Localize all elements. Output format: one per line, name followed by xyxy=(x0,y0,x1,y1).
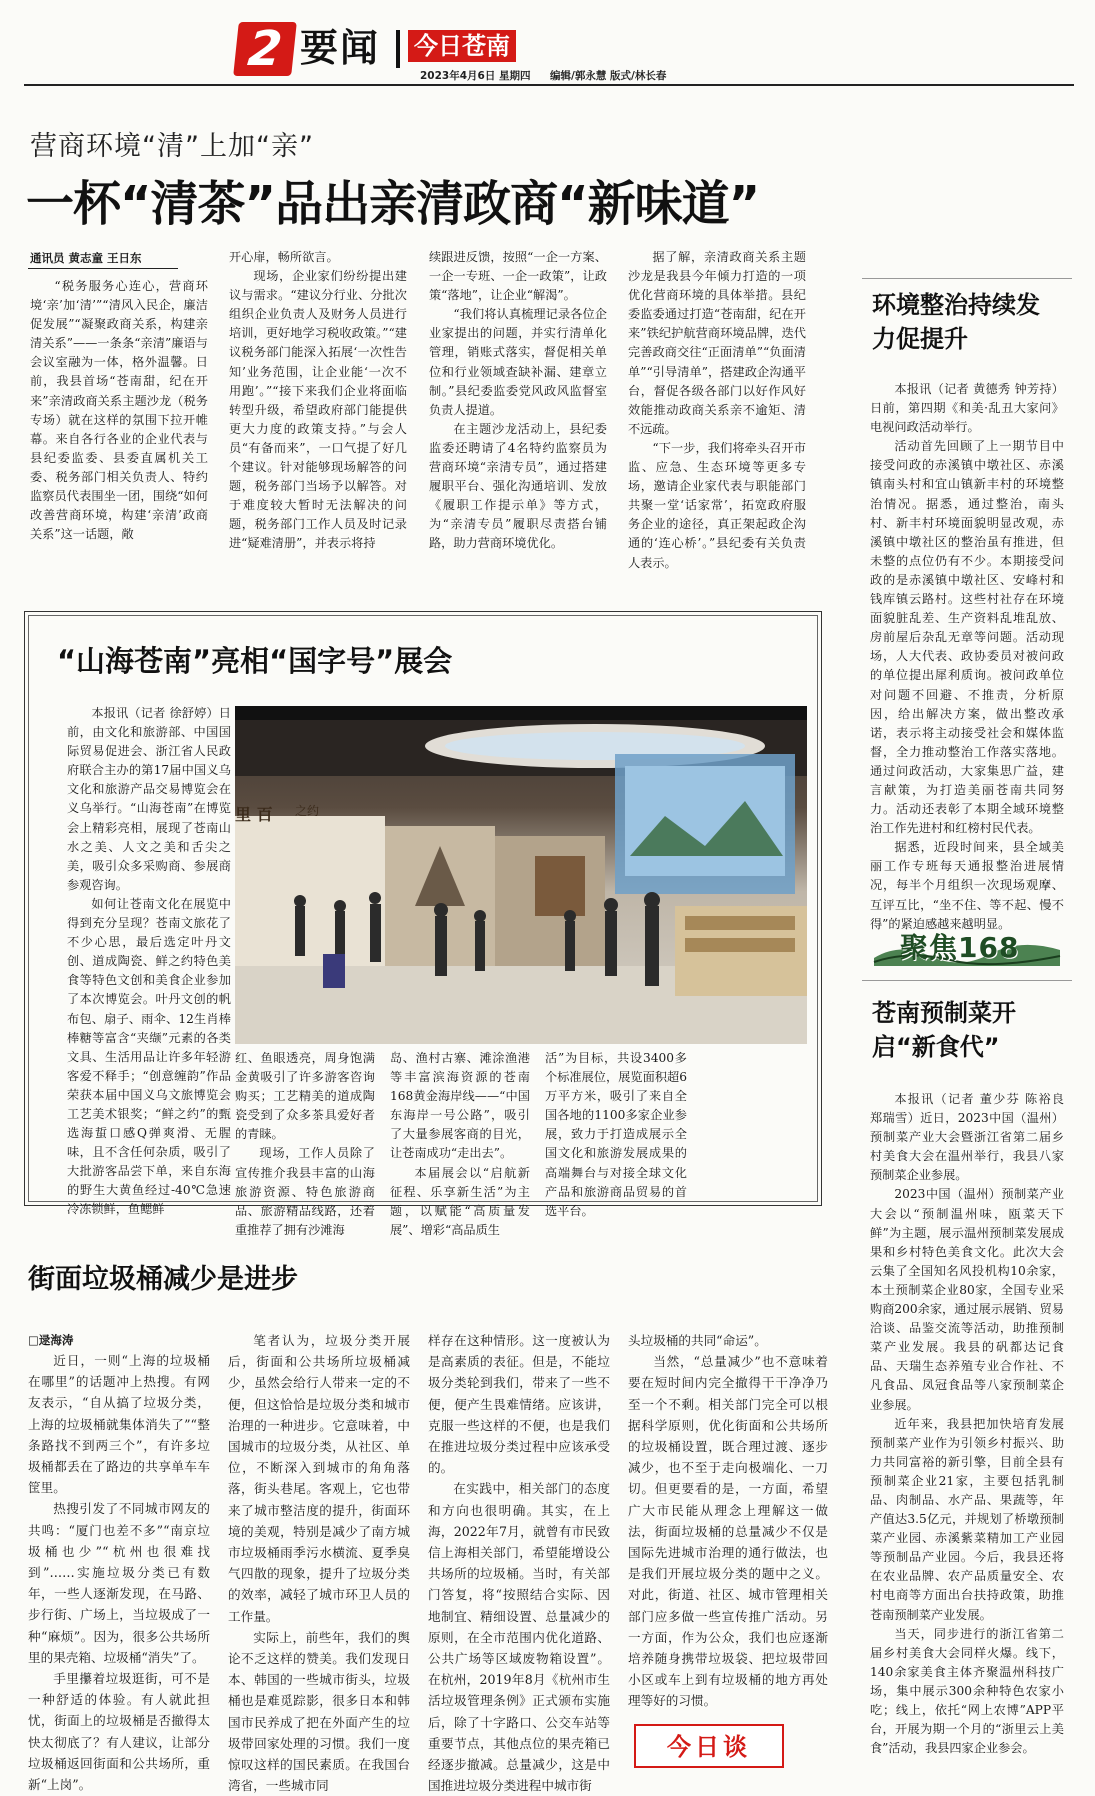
paragraph: “下一步，我们将牵头召开市监、应急、生态环境等更多专场，邀请企业家代表与职能部门共聚一堂‘话家常’，拓宽政府服务企业的途径，真正架起政企沟通的‘连心桥’。”县纪委有关负责人表示。 xyxy=(628,440,806,570)
paragraph: 热搜引发了不同城市网友的共鸣：“厦门也差不多”“南京垃圾桶也少”“杭州也很难找到”……实施垃圾分类已有数年，一些人逐渐发现，在马路、步行街、广场上，当垃圾成了一种“麻烦”。因为，很多公共场所里的果壳箱、垃圾桶“消失”了。 xyxy=(28,1501,210,1665)
article2-column-2 xyxy=(235,1049,375,1237)
masthead-separator xyxy=(396,30,400,68)
date-line: 2023年4月6日 星期四 xyxy=(420,70,531,82)
paragraph: 笔者认为，垃圾分类开展后，街面和公共场所垃圾桶减少，虽然会给行人带来一定的不便，但这恰恰是垃圾分类和城市治理的一种进步。它意味着，中国城市的垃圾分类，从社区、单位，不断深入到城市的角角落落，街头巷尾。客观上，它也带来了城市整洁度的提升，街面环境的美观，特别是减少了南方城市垃圾桶雨季污水横流、夏季臭气四散的现象，提升了垃圾分类的效率，减轻了城市环卫人员的工作量。 xyxy=(228,1333,410,1624)
article-prepared-food xyxy=(862,980,1072,1780)
article1-column-3 xyxy=(429,248,607,578)
paragraph: 近年来，我县把加快培育发展预制菜产业作为引领乡村振兴、助力共同富裕的新引擎，目前全县有预制菜企业21家，主要包括乳制品、肉制品、水产品、果蔬等，年产值达3.5亿元，并规划了桥墩预制菜产业园、赤溪紫菜精加工产业园等预制品产业园。今后，我县还将在农业品牌、农产品质量安全、农村电商等方面出台扶持政策，助推苍南预制菜产业发展。 xyxy=(870,1416,1064,1622)
photo-sign-right: 之约 xyxy=(295,804,320,818)
article2-column-1 xyxy=(67,704,231,1217)
article2-column-4 xyxy=(545,1049,687,1218)
photo-sign-left: 里 百 xyxy=(235,805,273,824)
paragraph: 近日，一则“上海的垃圾桶在哪里”的话题冲上热搜。有网友表示，“自从搞了垃圾分类，上海的垃圾桶就集体消失了”“整条路找不到两三个”，有许多垃圾桶都丢在了路边的共享单车车筐里。 xyxy=(28,1353,210,1496)
paragraph: 红、鱼眼透亮，周身饱满金黄吸引了许多游客咨询购买；工艺精美的道成陶瓷受到了众多茶具爱好者的青睐。 xyxy=(235,1051,375,1142)
paragraph: 手里攥着垃圾逛街，可不是一种舒适的体验。有人就此担忧，街面上的垃圾桶是否撤得太快太彻底了？有人建议，让部分垃圾桶返回街面和公共场所，重新“上岗”。 xyxy=(28,1671,210,1793)
article5-column-1 xyxy=(28,1350,210,1793)
article-expo-box xyxy=(24,611,822,1237)
paragraph: 据了解，亲清政商关系主题沙龙是我县今年倾力打造的一项优化营商环境的具体举措。县纪委监委通过打造“苍南甜，纪在开来”铁纪护航营商环境品牌，迭代完善政商交往“正面清单”“负面清单”“引导清单”，搭建政企沟通平台，督促各级各部门以好作风好效能推动政商关系亲不逾矩、清不远疏。 xyxy=(628,250,806,436)
paragraph: 2023中国（温州）预制菜产业大会以“预制温州味，瓯菜天下鲜”为主题，展示温州预制菜发展成果和乡村特色美食文化。此次大会云集了全国知名风投机构10余家，本土预制菜企业80家，全国专业采购商200余家，通过展示展销、贸易洽谈、品鉴交流等活动，助推预制菜产业发展。我县的矾都达记食品、天瑞生态养殖专业合作社、不凡食品、凤冠食品等八家预制菜企业参展。 xyxy=(870,1187,1064,1412)
paragraph: 本报讯（记者 黄德秀 钟芳持）日前，第四期《和美·乱丑大家问》电视问政活动举行。 xyxy=(870,382,1064,435)
paragraph: 续跟进反馈，按照“一企一方案、一企一专班、一企一政策”，让政策“落地”，让企业“解渴”。 xyxy=(429,250,607,303)
paragraph: 本届展会以“启航新征程、乐享新生活”为主题，以赋能“高质量发展”、增彩“高品质生 xyxy=(390,1165,530,1237)
article1-byline: 通讯员 黄志童 王日东 xyxy=(30,251,142,265)
paragraph: 在主题沙龙活动上，县纪委监委还聘请了4名特约监察员为营商环境“亲清专员”，通过搭建履职平台、强化沟通培训、发放《履职工作提示单》等方式，为“亲清专员”履职尽责搭台铺路，助力营商环境优化。 xyxy=(429,421,607,551)
paragraph: 实际上，前些年，我们的舆论不乏这样的赞美。我们发现日本、韩国的一些城市街头，垃圾桶也是难觅踪影，很多日本和韩国市民养成了把在外面产生的垃圾带回家处理的习惯。我们一度惊叹这样的国民素质。在我国台湾省，一些城市同 xyxy=(228,1629,410,1794)
article-business-environment xyxy=(24,100,844,580)
paragraph: 如何让苍南文化在展览中得到充分呈现？苍南文旅花了不少心思，最后选定叶丹文创、道成陶瓷、鲜之约特色美食等特色文创和美食企业参加了本次博览会。叶丹文创的帆布包、扇子、雨伞、12生肖棒棒糖等富含“夹缬”元素的各类文具、生活用品让许多年轻游客爱不释手；“创意缠韵”作品荣获本届中国义乌文旅博览会工艺美术银奖；“鲜之约”的甄选海蜇口感Q弹爽滑、无腥味，且不含任何杂质，吸引了大批游客品尝下单，来自东海的野生大黄鱼经过-40℃急速冷冻锁鲜，鱼鳃鲜 xyxy=(67,896,231,1217)
page-number-badge xyxy=(233,22,297,76)
paragraph: 现场，企业家们纷纷提出建议与需求。“建议分行业、分批次组织企业负责人及财务人员进行培训，更好地学习税收政策。”“建议税务部门能深入拓展‘一次性告知’业务范围，让企业能‘一次不用跑’。”“接下来我们企业将面临转型升级，希望政府部门能提供更大力度的政策支持。”与会人员“有备而来”，一口气提了好几个建议。针对能够现场解答的问题，税务部门当场予以解答。对于难度较大暂时无法解决的问题，税务部门工作人员及时记录进“疑难清册”，并表示将持 xyxy=(229,269,407,551)
sidebar-top-rule xyxy=(862,278,1072,279)
page-number: 2 xyxy=(245,21,285,77)
paragraph: 当然，“总量减少”也不意味着要在短时间内完全撤得干干净净乃至一个不剩。相关部门完全可以根据科学原则，优化街面和公共场所的垃圾桶设置，既合理过渡、逐步减少，也不至于走向极端化、一刀切。但更要看的是，一方面，希望广大市民能从理念上理解这一做法，街面垃圾桶的总量减少不仅是国际先进城市治理的通行做法，也是我们开展垃圾分类的题中之义。对此，街道、社区、城市管理相关部门应多做一些宣传推广活动。另一方面，作为公众，我们也应逐渐培养随身携带垃圾袋、把垃圾带回小区或车上到有垃圾桶的地方再处理等好的习惯。 xyxy=(628,1354,828,1709)
article1-column-2 xyxy=(229,248,407,578)
paragraph: “我们将认真梳理记录各位企业家提出的问题，并实行清单化管理，销账式落实，督促相关单位和行业领域查缺补漏、建章立制。”县纪委监委党风政风监督室负责人提道。 xyxy=(429,307,607,417)
today-talk-label: 今日谈 xyxy=(667,1733,751,1761)
article-environment-rectification xyxy=(862,278,1072,978)
article5-headline: 街面垃圾桶减少是进步 xyxy=(28,1264,298,1295)
sidebar-mid-rule xyxy=(862,980,1072,981)
focus-168-text: 聚焦168 xyxy=(900,931,1020,964)
article2-column-3 xyxy=(390,1049,530,1237)
paragraph: 开心扉，畅所欲言。 xyxy=(229,250,339,264)
expo-photo xyxy=(235,706,807,1044)
paragraph: 岛、渔村古寨、滩涂渔港等丰富滨海资源的苍南168黄金海岸线——“中国东海岸一号公路”，吸引了大量参展客商的目光，让苍南成功“走出去”。 xyxy=(390,1051,530,1161)
article-trash-bins-commentary xyxy=(24,1224,844,1794)
paragraph: 活”为目标，共设3400多个标准展位，展览面积超6万平方米，吸引了来自全国各地的1100多家企业参展，致力于打造成展示全国文化和旅游发展成果的高端舞台与对接全球文化产品和旅游商品贸易的首选平台。 xyxy=(545,1051,687,1218)
article5-column-4 xyxy=(628,1330,828,1710)
focus-168-logo xyxy=(870,926,1065,970)
brand-title: 今日苍南 xyxy=(414,32,510,60)
paragraph: 头垃圾桶的共同“命运”。 xyxy=(628,1333,767,1348)
article2-headline: “山海苍南”亮相“国字号”展会 xyxy=(57,644,453,678)
article3-headline: 环境整治持续发力促提升 xyxy=(872,291,1040,353)
editor-line: 编辑/郭永慧 版式/林长春 xyxy=(550,70,667,82)
article4-column xyxy=(870,1090,1064,1764)
article3-column xyxy=(870,380,1064,931)
paragraph: 当天，同步进行的浙江省第二届乡村美食大会同样火爆。线下，140余家美食主体齐聚温州科技广场，集中展示300余种特色农家小吃；线上，依托“网上农博”APP平台，开展为期一个月的“浙里云上美食”活动，我县四家企业参会。 xyxy=(870,1626,1064,1756)
article5-column-2 xyxy=(228,1330,410,1794)
article1-headline: 一杯“清茶”品出亲清政商“新味道” xyxy=(26,176,760,232)
section-title: 要闻 xyxy=(300,26,381,70)
byline-rule xyxy=(28,268,178,269)
paragraph: 本报讯（记者 徐舒婷）日前，由文化和旅游部、中国国际贸易促进会、浙江省人民政府联合主办的第17届中国义乌文化和旅游产品交易博览会在义乌举行。“山海苍南”在博览会上精彩亮相，展现了苍南山水之美、人文之美和舌尖之美，吸引众多采购商、参展商参观咨询。 xyxy=(67,706,231,892)
paragraph: 本报讯（记者 董少芬 陈裕良 郑瑞雪）近日，2023中国（温州）预制菜产业大会暨浙江省第二届乡村美食大会在温州举行，我县八家预制菜企业参展。 xyxy=(870,1092,1064,1183)
masthead xyxy=(0,0,1095,90)
article5-column-3 xyxy=(428,1330,610,1794)
article1-kicker: 营商环境“清”上加“亲” xyxy=(30,131,314,162)
paragraph: 活动首先回顾了上一期节目中接受问政的赤溪镇中墩社区、赤溪镇南头村和宜山镇新丰村的环境整治情况。据悉，通过整治，南头村、新丰村环境面貌明显改观，赤溪镇中墩社区的整治虽有推进，但未整的点位仍有不少。本期接受问政的是赤溪镇中墩社区、安峰村和钱库镇云路村。这些村社存在环境面貌脏乱差、生产资料乱堆乱放、房前屋后杂乱无章等问题。活动现场，人大代表、政协委员对被问政的单位提出犀利质询。被问政单位对问题不回避、不推责，分析原因，给出解决方案，做出整改承诺，表示将主动接受社会和媒体监督，全力推动整治工作落实落地。通过问政活动，大家集思广益，建言献策，为打造美丽苍南共同努力。活动还表彰了本期全域环境整治工作先进村和红榜村民代表。 xyxy=(870,439,1064,836)
paragraph: 现场，工作人员除了宣传推介我县丰富的山海旅游资源、特色旅游商品、旅游精品线路，还着重推荐了拥有沙滩海 xyxy=(235,1146,375,1237)
paragraph: 在实践中，相关部门的态度和方向也很明确。其实，在上海，2022年7月，就曾有市民致信上海相关部门，希望能增设公共场所的垃圾桶。当时，有关部门答复，将“按照结合实际、因地制宜、精细设置、总量减少的原则，在全市范围内优化道路、公共广场等区域废物箱设置”。在杭州，2019年8月《杭州市生活垃圾管理条例》正式颁布实施后，除了十字路口、公交车站等重要节点，其他点位的果壳箱已经逐步撤减。总量减少，这是中国推进垃圾分类进程中城市街 xyxy=(428,1481,610,1794)
article1-column-1 xyxy=(30,277,208,577)
expo-photo-illustration xyxy=(235,706,807,1044)
today-talk-badge xyxy=(634,1724,784,1768)
paragraph: 据悉，近段时间来，县全域美丽工作专班每天通报整治进展情况，每半个月组织一次现场观摩、互评互比，“坐不住、等不起、慢不得”的紧迫感越来越明显。 xyxy=(870,840,1064,931)
article4-headline: 苍南预制菜开启“新食代” xyxy=(872,999,1016,1061)
paragraph: “税务服务心连心，营商环境‘亲’加‘清’”“清风入民企，廉洁促发展”“凝聚政商关系，构建亲清关系”——一条条“亲清”廉语与会议室融为一体，格外温馨。日前，我县首场“苍南甜，纪在开来”亲清政商关系主题沙龙（税务专场）就在这样的氛围下拉开帷幕。来自各行各业的企业代表与县纪委监委、县委直属机关工委、税务部门相关负责人、特约监察员代表围坐一团，围绕“如何改善营商环境，构建‘亲清’政商关系”这一话题，敞 xyxy=(30,279,208,542)
article5-byline: □逯海涛 xyxy=(28,1333,74,1347)
masthead-rule xyxy=(24,84,1074,86)
article1-column-4 xyxy=(628,248,806,578)
paragraph: 样存在这种情形。这一度被认为是高素质的表征。但是，不能垃圾分类轮到我们，带来了一些不便，便产生畏难情绪。应该讲，克服一些这样的不便，也是我们在推进垃圾分类过程中应该承受的。 xyxy=(428,1333,610,1476)
brand-badge xyxy=(408,30,516,62)
